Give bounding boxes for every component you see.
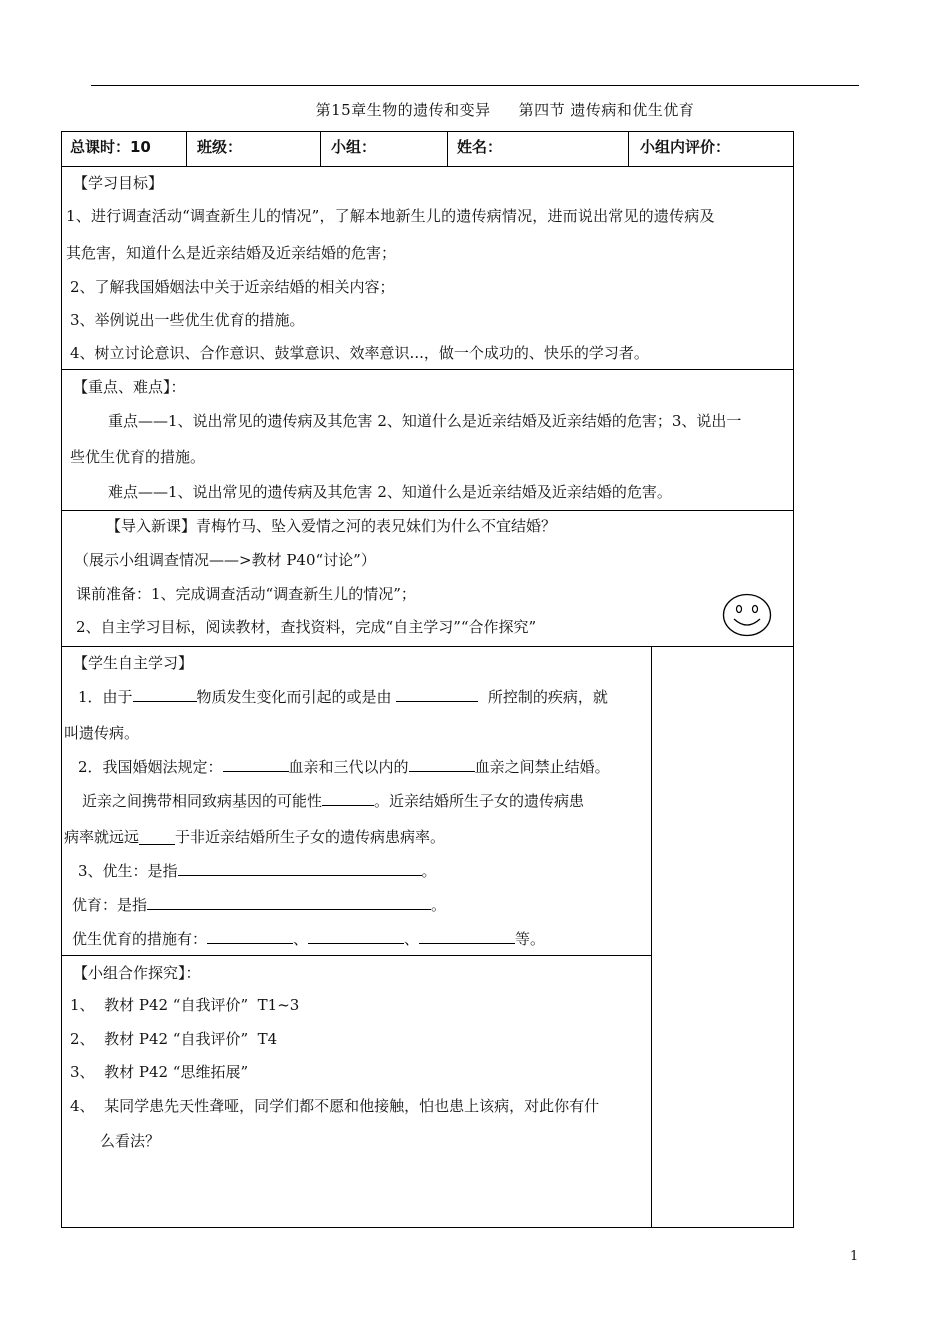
group-field: 小组：: [331, 138, 377, 156]
row-divider: [61, 166, 794, 167]
intro-question: 【导入新课】青梅竹马、坠入爱情之河的表兄妹们为什么不宜结婚？: [106, 517, 557, 535]
question-3: 3、优生：是指 。: [78, 862, 437, 880]
page-number: 1: [850, 1249, 859, 1264]
notes-column-divider: [651, 646, 652, 1228]
col-divider: [628, 131, 629, 166]
question-2: 2．我国婚姻法规定： 血亲和三代以内的 血亲之间禁止结婚。: [78, 758, 610, 776]
blank[interactable]: [396, 687, 478, 702]
name-field: 姓名：: [457, 138, 503, 156]
difficult-point: 难点——1、说出常见的遗传病及其危害 2、知道什么是近亲结婚及近亲结婚的危害。: [108, 483, 672, 501]
question-2-cont: 近亲之间携带相同致病基因的可能性 。近亲结婚所生子女的遗传病患: [82, 792, 585, 810]
group-task-4-cont: 么看法？: [100, 1132, 161, 1150]
question-2-cont2: 病率就远远 于非近亲结婚所生子女的遗传病患病率。: [64, 828, 446, 846]
self-study-heading: 【学生自主学习】: [73, 654, 194, 672]
evaluation-field: 小组内评价：: [640, 138, 731, 156]
group-task-4: 4、 某同学患先天性聋哑，同学们都不愿和他接触，怕也患上该病，对此你有什: [70, 1097, 600, 1115]
section-title: 第四节 遗传病和优生优育: [518, 101, 695, 119]
intro-display: （展示小组调查情况——>教材 P40“讨论”）: [74, 551, 376, 569]
col-divider: [320, 131, 321, 166]
row-divider: [61, 369, 794, 370]
header-rule: [91, 85, 859, 86]
col-divider: [447, 131, 448, 166]
class-field: 班级：: [197, 138, 243, 156]
blank[interactable]: [322, 791, 374, 806]
col-divider: [186, 131, 187, 166]
key-point: 重点——1、说出常见的遗传病及其危害 2、知道什么是近亲结婚及近亲结婚的危害；3、说出一: [108, 412, 742, 430]
prep-line-2: 2、自主学习目标，阅读教材，查找资料，完成“自主学习”“合作探究”: [76, 618, 537, 636]
total-lessons: 总课时：10: [70, 138, 151, 156]
blank[interactable]: [139, 830, 175, 845]
prep-line-1: 课前准备：1、完成调查活动“调查新生儿的情况”；: [76, 585, 416, 603]
blank[interactable]: [223, 757, 289, 772]
objective-2: 2、了解我国婚姻法中关于近亲结婚的相关内容；: [70, 278, 395, 296]
group-task-1: 1、 教材 P42 “自我评价” T1~3: [70, 996, 300, 1014]
blank[interactable]: [147, 895, 431, 910]
blank[interactable]: [409, 757, 475, 772]
objective-1: 1、进行调查活动“调查新生儿的情况”，了解本地新生儿的遗传病情况，进而说出常见的遗传病及: [66, 207, 715, 225]
row-divider: [61, 510, 794, 511]
key-point-cont: 些优生优育的措施。: [70, 448, 206, 466]
chapter-title: 第15章生物的遗传和变异: [315, 101, 491, 119]
question-3-measures: 优生优育的措施有： 、 、 等。: [72, 930, 546, 948]
blank[interactable]: [207, 929, 293, 944]
objectives-heading: 【学习目标】: [73, 174, 164, 192]
objective-1-cont: 其危害，知道什么是近亲结婚及近亲结婚的危害；: [66, 244, 397, 262]
group-study-heading: 【小组合作探究】：: [73, 964, 201, 982]
blank[interactable]: [308, 929, 404, 944]
blank[interactable]: [133, 687, 197, 702]
objective-4: 4、树立讨论意识、合作意识、鼓掌意识、效率意识...，做一个成功的、快乐的学习者。: [70, 344, 649, 362]
page-title: [0, 99, 950, 120]
group-task-3: 3、 教材 P42 “思维拓展”: [70, 1063, 249, 1081]
question-1-cont: 叫遗传病。: [64, 724, 140, 742]
row-divider: [61, 955, 651, 956]
question-3-yu: 优育：是指 。: [72, 896, 447, 914]
objective-3: 3、举例说出一些优生优育的措施。: [70, 311, 305, 329]
row-divider: [61, 646, 794, 647]
keypoints-heading: 【重点、难点】：: [73, 378, 186, 396]
smiley-face-icon: [722, 593, 772, 637]
blank[interactable]: [419, 929, 515, 944]
question-1: 1．由于 物质发生变化而引起的或是由 所控制的疾病，就: [78, 688, 608, 706]
group-task-2: 2、 教材 P42 “自我评价” T4: [70, 1030, 278, 1048]
blank[interactable]: [178, 861, 422, 876]
